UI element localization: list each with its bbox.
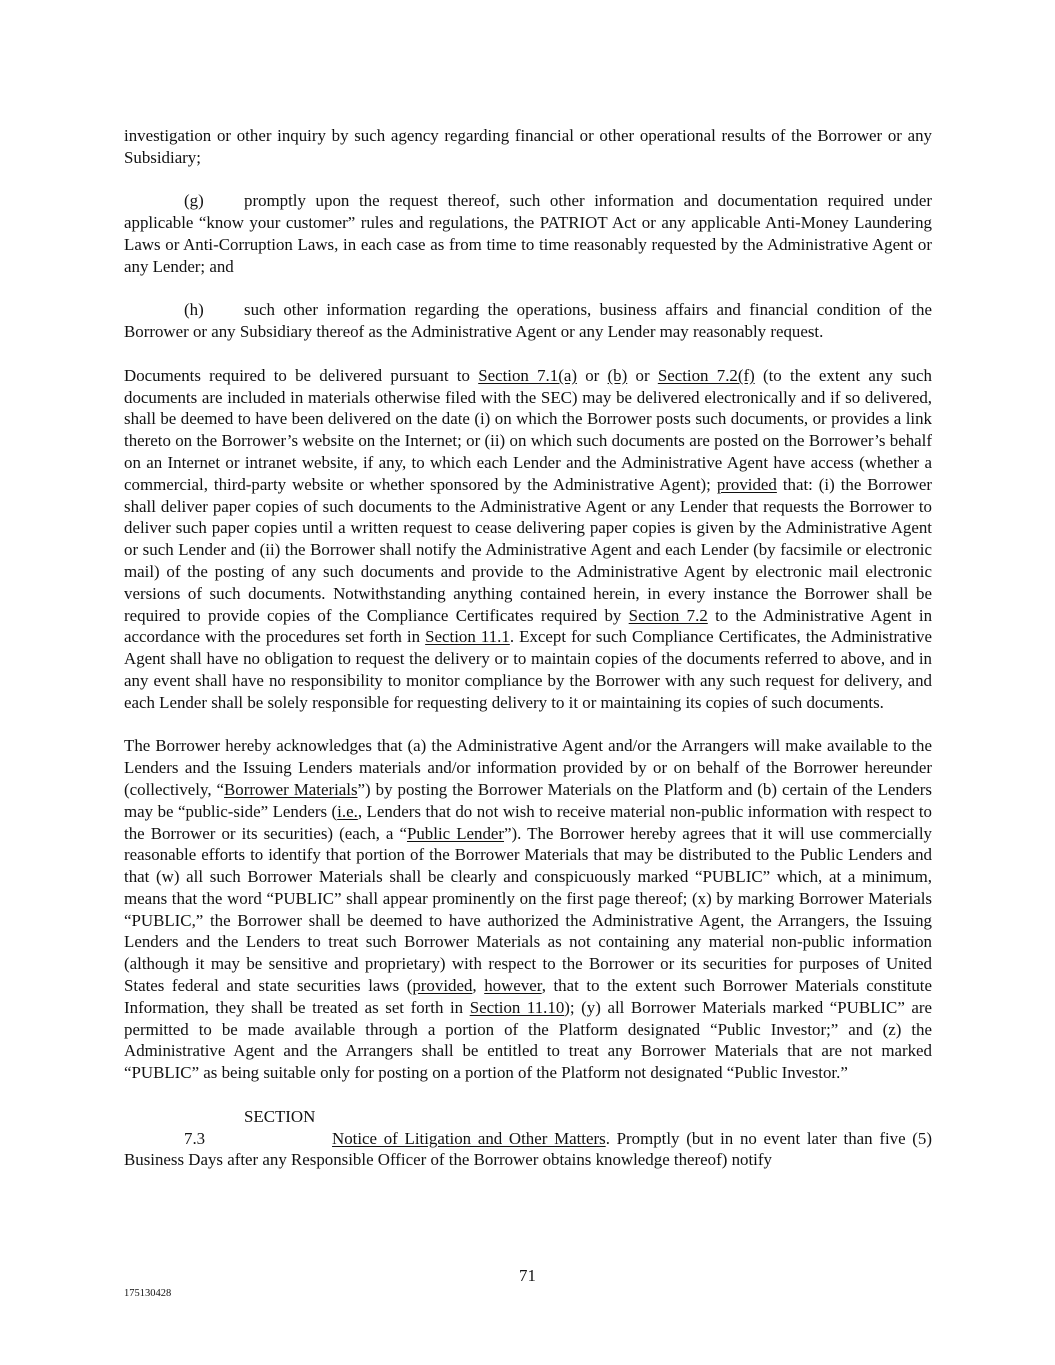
borrower-materials-paragraph (124, 735, 932, 1084)
however-term: however (484, 976, 542, 996)
text-run: , (472, 976, 485, 996)
text-run: (to the extent any such documents are included in materials otherwise filed with the SEC) may be delivered electronically and if so delivered, shall be deemed to have been delivered on the date (i) on which the Borrower posts such documents, or provides a link thereto on the Borrower’s website on the Internet; or (ii) on which such documents are posted on the Borrower’s behalf on an Internet or intranet website, if any, to which each Lender and the Administrative Agent have access (whether a commercial, third-party website or whether sponsored by the Administrative Agent); (124, 365, 933, 494)
item-g-label: (g) (184, 191, 204, 211)
section-7-3-title: Notice of Litigation and Other Matters (332, 1128, 606, 1148)
text-run: or (627, 365, 658, 385)
paragraph-text: investigation or other inquiry by such agency regarding financial or other operational results of the Borrower or any Subsidiary; (124, 126, 932, 167)
text-run: , that to the extent such Borrower Materials constitute Information, they shall be treated as set forth in (124, 976, 932, 1017)
document-id: 175130428 (124, 1288, 172, 1299)
text-run: to the Administrative Agent in accordance with the procedures set forth in (124, 605, 933, 647)
text-run: . Except for such Compliance Certificates, the Administrative Agent shall have no obligation to request the delivery or to maintain copies of the documents referred to above, and in any event shall have no responsibility to monitor compliance by the Borrower with any such request for delivery, and each Lender shall be solely responsible for requesting delivery to it or maintaining its copies of such documents. (124, 627, 932, 712)
text-run: ”) by posting the Borrower Materials on the Platform and (b) certain of the Lenders may be “public-side” Lenders ( (124, 779, 932, 821)
electronic-delivery-paragraph (124, 365, 932, 714)
continuation-paragraph (124, 125, 932, 169)
ie-term: i.e. (337, 801, 358, 821)
text-run: Documents required to be delivered pursuant to (124, 365, 479, 385)
public-lender-term: Public Lender (406, 823, 505, 843)
section-7-3-paragraph (124, 1106, 932, 1171)
section-7-2-reference: Section 7.2 (628, 605, 708, 625)
section-7-3-label: SECTION 7.3 (184, 1106, 316, 1148)
section-11-10-reference: Section 11.10 (469, 997, 565, 1017)
document-body (124, 125, 932, 1171)
provided-term: provided (716, 474, 777, 494)
section-11-1-reference: Section 11.1 (425, 627, 510, 647)
text-run: The Borrower hereby acknowledges that (a) the Administrative Agent and/or the Arrangers will make available to the Lenders and the Issuing Lenders materials and/or information provided by or on behalf of the Borrower hereunder (collectively, “ (124, 736, 932, 799)
text-run: . Promptly (but in no event later than five (5) Business Days after any Responsible Officer of the Borrower obtains knowledge thereof) notify (124, 1128, 932, 1170)
section-7-2-f-reference: Section 7.2(f) (657, 365, 755, 385)
item-h-label: (h) (184, 300, 204, 320)
text-run: ); (y) all Borrower Materials marked “PUBLIC” are permitted to be made available through a portion of the Platform designated “Public Investor;” and (z) the Administrative Agent and the Arrangers shall be entitled to treat any Borrower Materials that are not marked “PUBLIC” as being suitable only for posting on a portion of the Platform not designated “Public Investor.” (124, 997, 932, 1083)
clause-b-reference: (b) (607, 365, 628, 385)
text-run: that: (i) the Borrower shall deliver paper copies of such documents to the Administrative Agent or any Lender that requests the Borrower to deliver such paper copies until a written request to cease delivering paper copies is given by the Administrative Agent or such Lender and (ii) the Borrower shall notify the Administrative Agent and each Lender (by facsimile or electronic mail) of the posting of any such documents and provide to the Administrative Agent by electronic mail electronic versions of such documents. Notwithstanding anything contained herein, in every instance the Borrower shall be required to provide copies of the Compliance Certificates required by (124, 474, 932, 625)
item-h-paragraph (124, 299, 932, 343)
borrower-materials-term: Borrower Materials (224, 779, 358, 799)
page-number: 71 (519, 1266, 536, 1285)
text-run: or (576, 365, 608, 385)
text-run: ”). The Borrower hereby agrees that it will use commercially reasonable efforts to identify that portion of the Borrower Materials that may be distributed to the Public Lenders and that (w) all such Borrower Materials shall be clearly and conspicuously marked “PUBLIC” which, at a minimum, means that the word “PUBLIC” shall appear prominently on the first page thereof; (x) by marking Borrower Materials “PUBLIC,” the Borrower shall be deemed to have authorized the Administrative Agent, the Arrangers, the Issuing Lenders and the Lenders to treat such Borrower Materials as not containing any material non-public information (although it may be sensitive and proprietary) with respect to the Borrower or its securities for purposes of United States federal and state securities laws ( (124, 823, 933, 996)
item-g-text: promptly upon the request thereof, such other information and documentation required under applicable “know your customer” rules and regulations, the PATRIOT Act or any applicable Anti-Money Laundering Laws or Anti-Corruption Laws, in each case as from time to time reasonably requested by the Administrative Agent or any Lender; and (124, 191, 932, 276)
item-h-text: such other information regarding the operations, business affairs and financial condition of the Borrower or any Subsidiary thereof as the Administrative Agent or any Lender may reasonably request. (124, 300, 932, 342)
provided-term: provided (412, 976, 473, 996)
text-run: , Lenders that do not wish to receive material non-public information with respect to the Borrower or its securities) (each, a “ (124, 801, 933, 843)
section-7-1-a-reference: Section 7.1(a) (478, 365, 577, 385)
item-g-paragraph (124, 190, 932, 277)
